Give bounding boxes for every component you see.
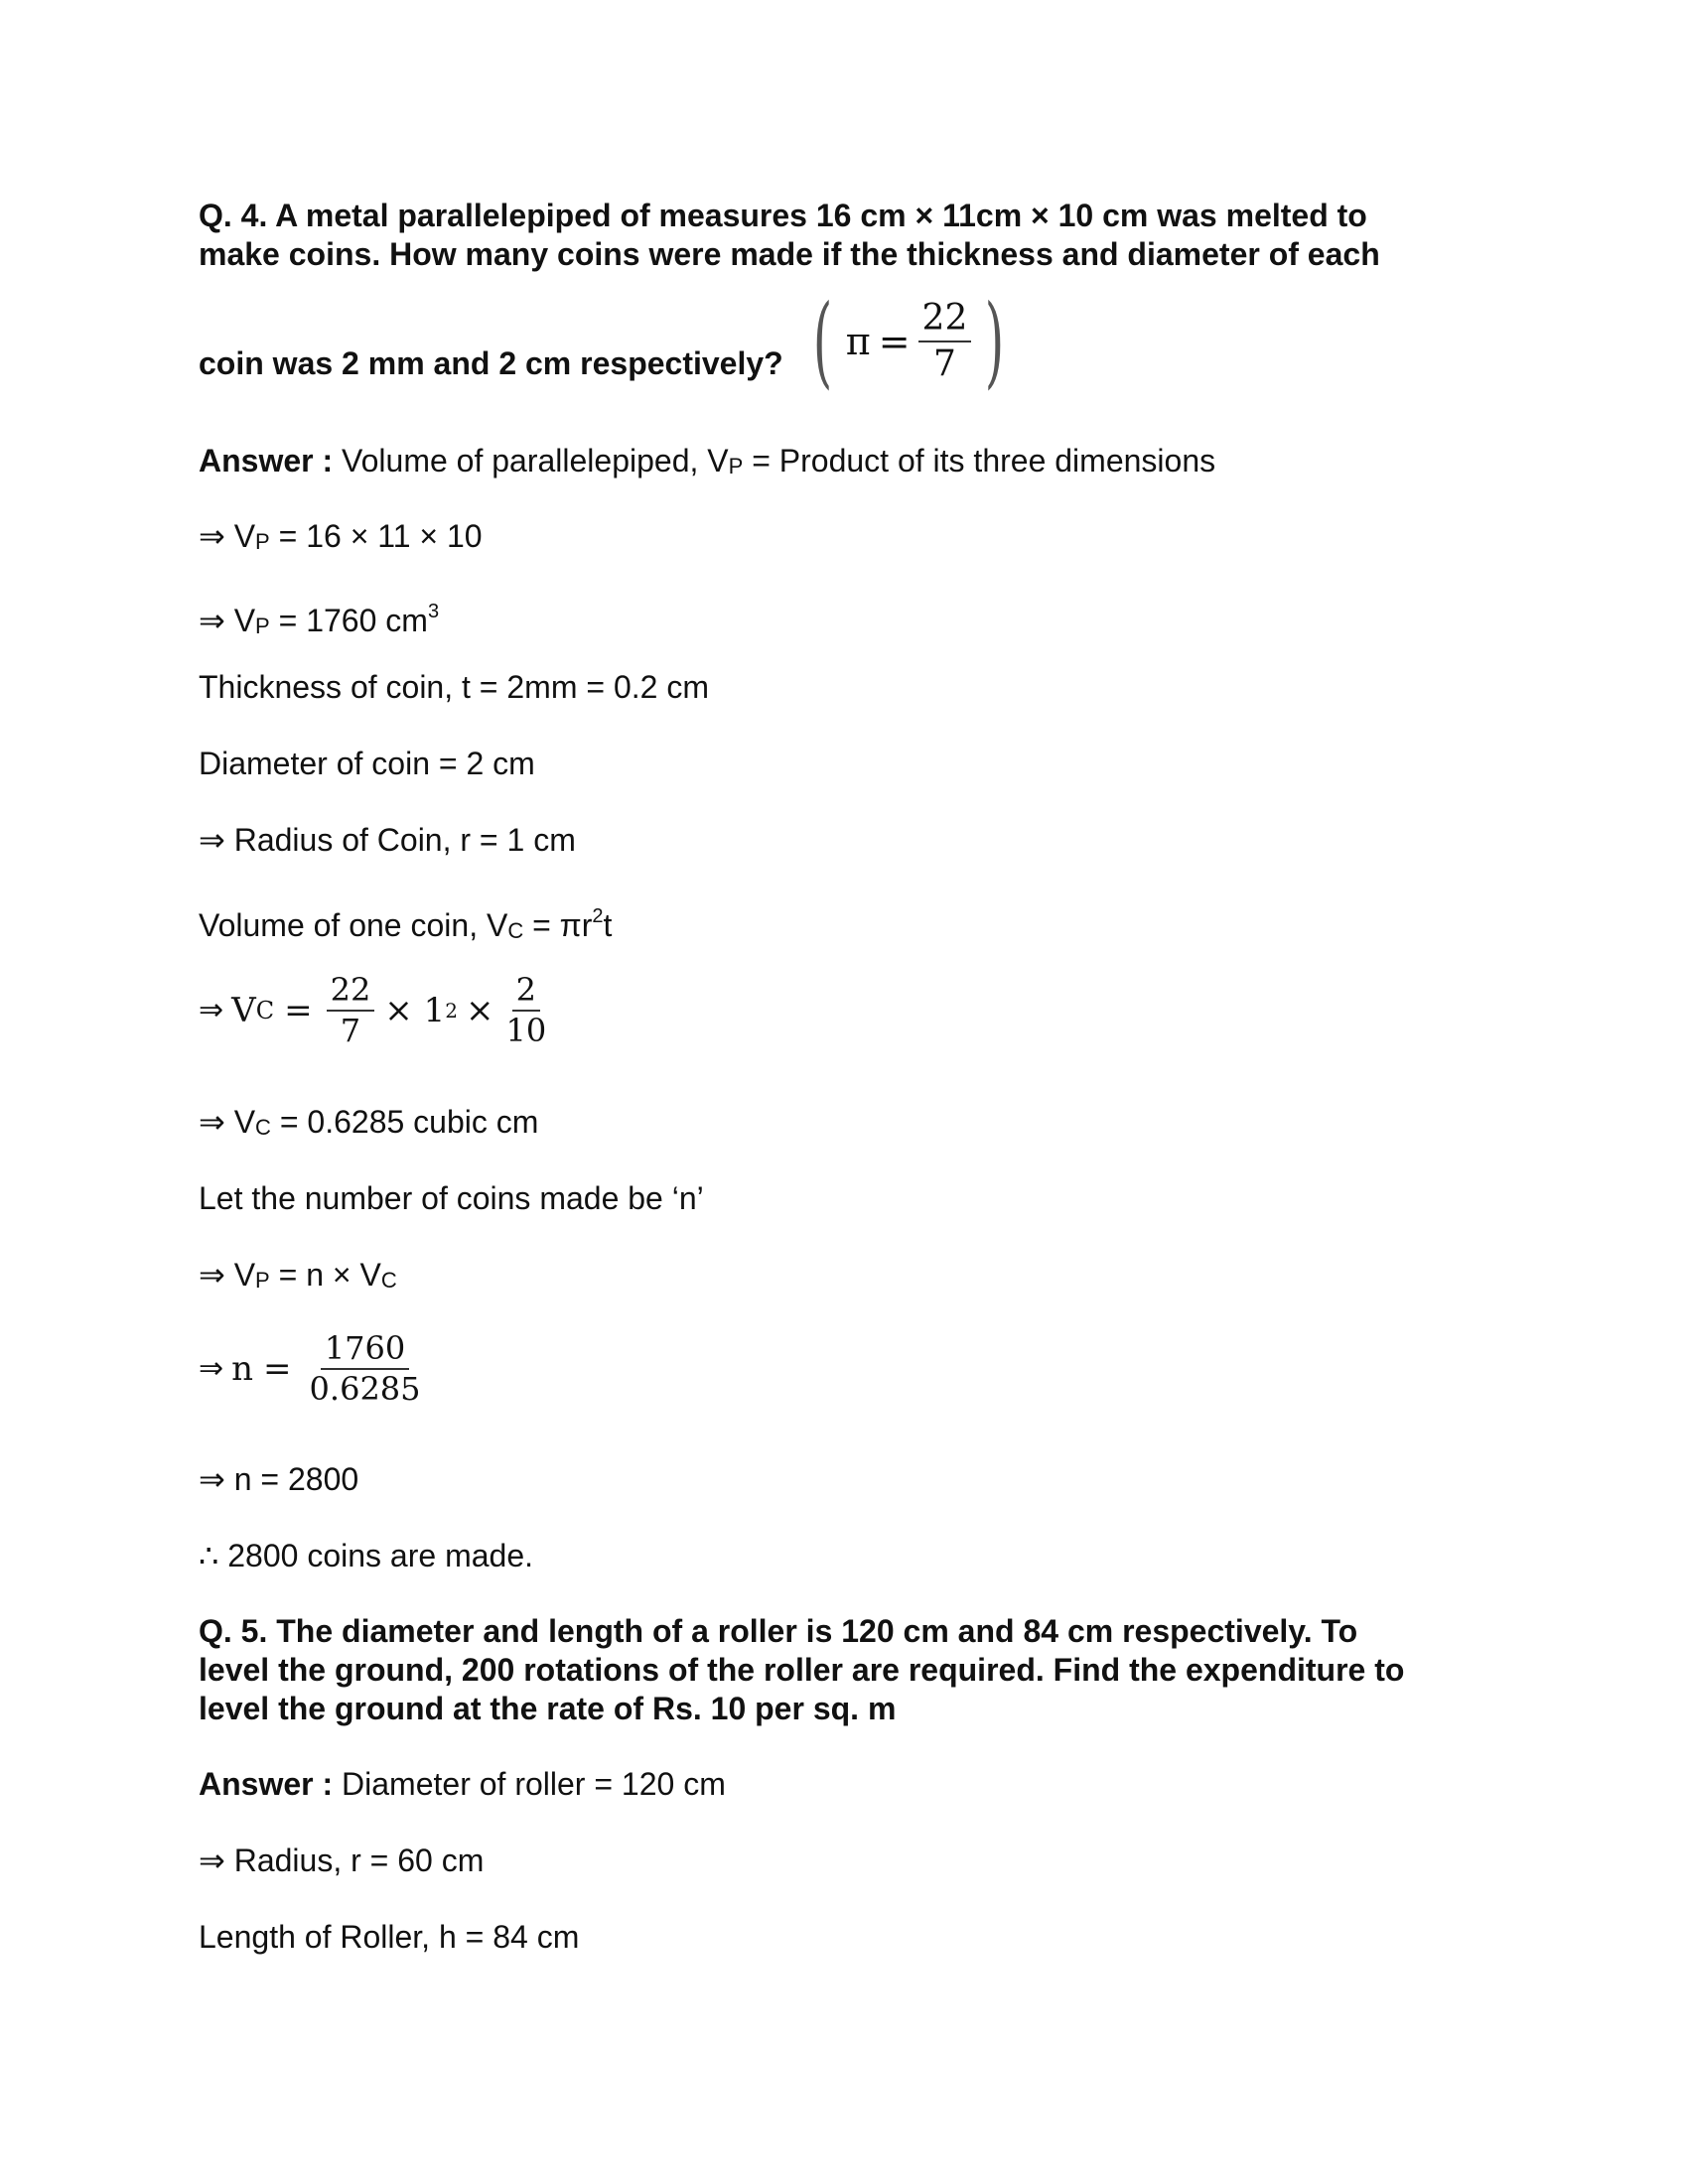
question-4-line-2: make coins. How many coins were made if the thickness and diameter of each bbox=[199, 236, 1380, 272]
implies-arrow: ⇒ bbox=[199, 993, 224, 1027]
question-5-line-2: level the ground, 200 rotations of the roller are required. Find the expenditure to bbox=[199, 1652, 1405, 1688]
answer-5-line-3: Length of Roller, h = 84 cm bbox=[199, 1919, 580, 1955]
question-4-line-3-text: coin was 2 mm and 2 cm respectively? bbox=[199, 345, 783, 381]
pi-symbol: π bbox=[845, 319, 871, 363]
left-paren: ( bbox=[812, 283, 832, 399]
coin-volume-equation: ⇒ V C = $\frac{22}{7}$ × 1 2 × $\frac{2}{10}$ bbox=[199, 969, 554, 1052]
fraction-22-7: $\frac{22}{7}$ bbox=[327, 973, 375, 1048]
answer-5-line-1: Answer : Diameter of roller = 120 cm bbox=[199, 1766, 726, 1802]
answer-4-line-11: ⇒ n = 2800 bbox=[199, 1461, 359, 1497]
answer-label: Answer : bbox=[199, 443, 334, 478]
answer-5-line-2: ⇒ Radius, r = 60 cm bbox=[199, 1843, 485, 1878]
answer-4-line-5: Diameter of coin = 2 cm bbox=[199, 746, 535, 781]
pi-fraction bbox=[918, 299, 972, 383]
answer-4-line-8: ⇒ VC = 0.6285 cubic cm bbox=[199, 1104, 539, 1140]
pi-value-formula bbox=[803, 283, 1015, 399]
answer-4-line-2: ⇒ VP = 16 × 11 × 10 bbox=[199, 518, 483, 554]
answer-4-line-6: ⇒ Radius of Coin, r = 1 cm bbox=[199, 822, 576, 858]
answer-4-line-4: Thickness of coin, t = 2mm = 0.2 cm bbox=[199, 669, 709, 705]
answer-4-line-10: ⇒ VP = n × VC bbox=[199, 1257, 397, 1293]
fraction-2-10: $\frac{2}{10}$ bbox=[505, 970, 547, 1049]
answer-4-line-9: Let the number of coins made be ‘n’ bbox=[199, 1180, 704, 1216]
coin-count-equation: ⇒ n = $\frac{1760}{0.6285}$ bbox=[199, 1326, 429, 1412]
pi-numerator: 22 bbox=[918, 299, 972, 342]
answer-4-line-1: Answer : Volume of parallelepiped, VP = Product of its three dimensions bbox=[199, 443, 1216, 478]
pi-denominator: 7 bbox=[933, 343, 956, 384]
question-4-line-1: Q. 4. A metal parallelepiped of measures 16 cm × 11cm × 10 cm was melted to bbox=[199, 198, 1367, 233]
right-paren: ) bbox=[985, 283, 1005, 399]
question-5-line-1: Q. 5. The diameter and length of a roller is 120 cm and 84 cm respectively. To bbox=[199, 1613, 1358, 1649]
answer-4-line-12: ∴ 2800 coins are made. bbox=[199, 1538, 533, 1573]
implies-arrow: ⇒ bbox=[199, 1351, 224, 1386]
pi-equals: = bbox=[878, 319, 911, 363]
answer-label: Answer : bbox=[199, 1766, 334, 1802]
fraction-1760-0.6285: $\frac{1760}{0.6285}$ bbox=[309, 1328, 421, 1408]
question-5-line-3: level the ground at the rate of Rs. 10 per sq. m bbox=[199, 1691, 897, 1726]
answer-4-line-3: ⇒ VP = 1760 $cm^3$ bbox=[199, 601, 440, 638]
answer-4-line-7: Volume of one coin, VC = $\pi r^2t$ bbox=[199, 905, 613, 943]
question-4-line-3 bbox=[199, 283, 1014, 399]
